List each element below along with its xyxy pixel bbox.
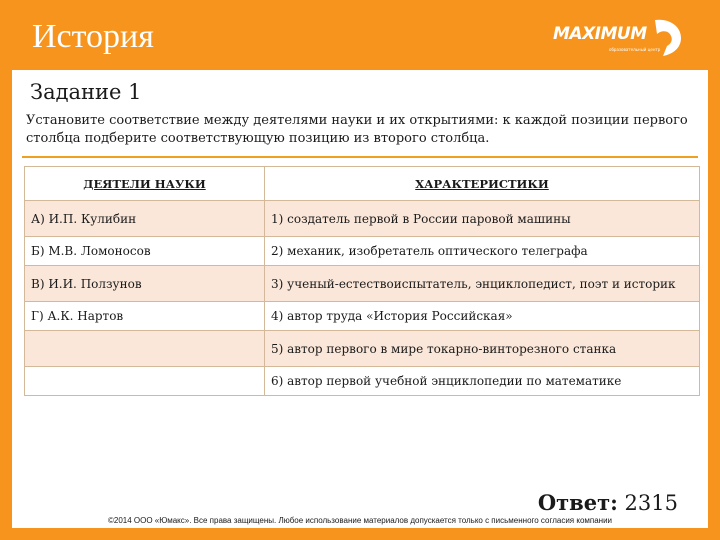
table-header-row bbox=[25, 167, 700, 201]
scientist-cell: В) И.И. Ползунов bbox=[25, 266, 265, 302]
column-header-scientists: ДЕЯТЕЛИ НАУКИ bbox=[25, 167, 265, 201]
scientist-cell: Г) А.К. Нартов bbox=[25, 302, 265, 331]
scientist-cell bbox=[25, 367, 265, 396]
logo-text: MAXIMUM bbox=[553, 24, 647, 44]
answer-label: Ответ: bbox=[537, 490, 618, 515]
scientist-cell: А) И.П. Кулибин bbox=[25, 201, 265, 237]
task-instruction: Установите соответствие между деятелями науки и их открытиями: к каждой позиции первого столбца подберите соответствующую позицию из второго столбца. bbox=[26, 113, 688, 146]
table-row bbox=[25, 266, 700, 302]
characteristic-cell: 6) автор первой учебной энциклопедии по математике bbox=[265, 367, 700, 396]
characteristic-cell: 4) автор труда «История Российская» bbox=[265, 302, 700, 331]
table-row bbox=[25, 237, 700, 266]
column-header-characteristics: ХАРАКТЕРИСТИКИ bbox=[265, 167, 700, 201]
table-row bbox=[25, 201, 700, 237]
logo-mark-icon bbox=[649, 18, 685, 58]
subject-title: История bbox=[32, 18, 154, 55]
table-row bbox=[25, 367, 700, 396]
characteristic-cell: 3) ученый-естествоиспытатель, энциклопедист, поэт и историк bbox=[265, 266, 700, 302]
logo-subtitle: образовательный центр bbox=[609, 47, 661, 52]
answer bbox=[538, 490, 678, 515]
table-row bbox=[25, 331, 700, 367]
task-card bbox=[12, 70, 708, 528]
maximum-logo bbox=[551, 18, 691, 60]
matching-table bbox=[24, 166, 700, 396]
answer-value: 2315 bbox=[624, 491, 678, 515]
scientist-cell: Б) М.В. Ломоносов bbox=[25, 237, 265, 266]
characteristic-cell: 1) создатель первой в России паровой машины bbox=[265, 201, 700, 237]
characteristic-cell: 2) механик, изобретатель оптического телеграфа bbox=[265, 237, 700, 266]
copyright-footer: ©2014 ООО «Юмакс». Все права защищены. Любое использование материалов допускается только с письменного согласия компании bbox=[107, 516, 613, 525]
divider bbox=[22, 156, 698, 158]
task-title: Задание 1 bbox=[30, 80, 142, 104]
scientist-cell bbox=[25, 331, 265, 367]
characteristic-cell: 5) автор первого в мире токарно-винторезного станка bbox=[265, 331, 700, 367]
table-row bbox=[25, 302, 700, 331]
